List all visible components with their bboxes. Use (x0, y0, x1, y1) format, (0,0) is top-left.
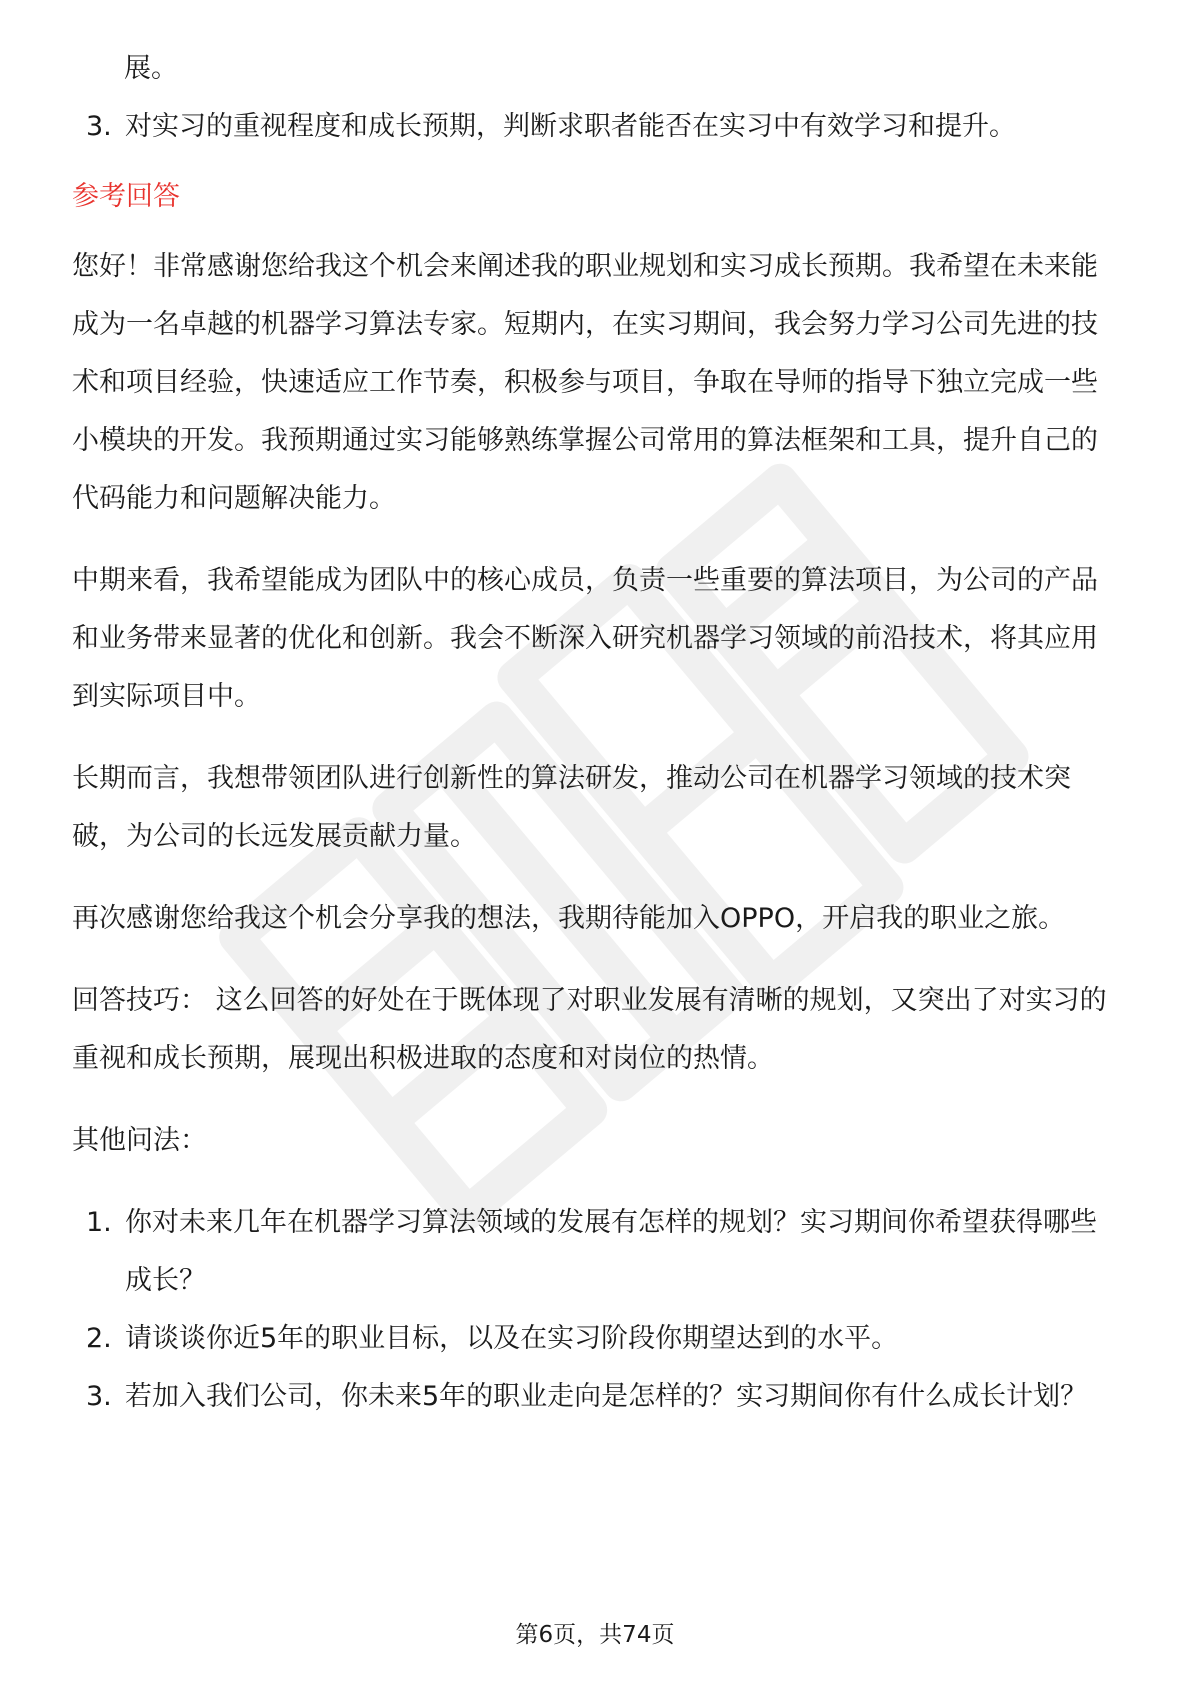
list-item (72, 98, 1122, 156)
list-item-text: 对实习的重视程度和成长预期，判断求职者能否在实习中有效学习和提升。 (125, 111, 1016, 142)
list-number: 3. (86, 111, 112, 142)
answer-paragraph: 中期来看，我希望能成为团队中的核心成员，负责一些重要的算法项目，为公司的产品和业务带来显著的优化和创新。我会不断深入研究机器学习领域的前沿技术，将其应用到实际项目中。 (72, 565, 1098, 712)
reference-answer-heading: 参考回答 (72, 181, 180, 212)
page-footer: 第6页，共74页 (515, 1622, 675, 1648)
document-body (72, 40, 1122, 1426)
list-number: 2. (86, 1323, 112, 1354)
list-item-text: 你对未来几年在机器学习算法领域的发展有怎样的规划？实习期间你希望获得哪些成长？ (125, 1207, 1097, 1296)
list-item (72, 1310, 1122, 1368)
list-number: 3. (86, 1381, 112, 1412)
answer-paragraph: 再次感谢您给我这个机会分享我的想法，我期待能加入OPPO，开启我的职业之旅。 (72, 903, 1066, 934)
list-number: 1. (86, 1207, 112, 1238)
answer-tips: 回答技巧： 这么回答的好处在于既体现了对职业发展有清晰的规划，又突出了对实习的重视和成长预期，展现出积极进取的态度和对岗位的热情。 (72, 985, 1107, 1074)
list-item (72, 1368, 1122, 1426)
list-item-text: 若加入我们公司，你未来5年的职业走向是怎样的？实习期间你有什么成长计划？ (125, 1381, 1088, 1412)
answer-paragraph: 长期而言，我想带领团队进行创新性的算法研发，推动公司在机器学习领域的技术突破，为公司的长远发展贡献力量。 (72, 763, 1071, 852)
list-item (72, 1194, 1122, 1310)
other-questions-list (72, 1194, 1122, 1426)
list-item-continuation: 展。 (124, 53, 178, 84)
top-numbered-list (72, 98, 1122, 156)
other-questions-label: 其他问法： (72, 1125, 207, 1156)
list-item-text: 请谈谈你近5年的职业目标，以及在实习阶段你期望达到的水平。 (125, 1323, 899, 1354)
answer-paragraph: 您好！非常感谢您给我这个机会来阐述我的职业规划和实习成长预期。我希望在未来能成为一名卓越的机器学习算法专家。短期内，在实习期间，我会努力学习公司先进的技术和项目经验，快速适应工作节奏，积极参与项目，争取在导师的指导下独立完成一些小模块的开发。我预期通过实习能够熟练掌握公司常用的算法框架和工具，提升自己的代码能力和问题解决能力。 (72, 251, 1098, 514)
